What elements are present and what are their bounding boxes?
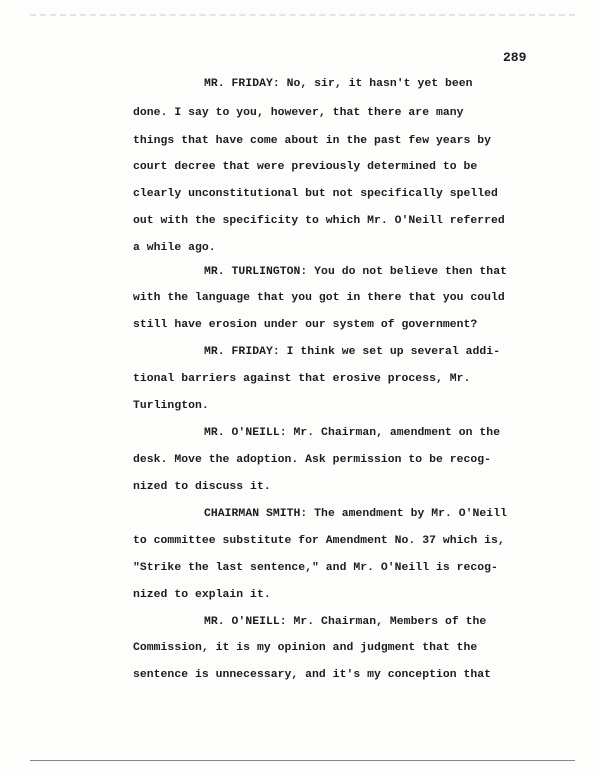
transcript-line: Turlington.	[133, 400, 209, 412]
transcript-line: out with the specificity to which Mr. O'Neill referred	[133, 215, 505, 227]
transcript-line: Commission, it is my opinion and judgment that the	[133, 642, 478, 654]
top-edge-rule	[30, 14, 575, 16]
transcript-line: still have erosion under our system of government?	[133, 319, 478, 331]
transcript-line: court decree that were previously determined to be	[133, 161, 478, 173]
transcript-line: MR. O'NEILL: Mr. Chairman, Members of the	[204, 616, 487, 628]
transcript-line: CHAIRMAN SMITH: The amendment by Mr. O'Neill	[204, 508, 507, 520]
transcript-line: nized to discuss it.	[133, 481, 271, 493]
transcript-line: with the language that you got in there that you could	[133, 292, 505, 304]
transcript-line: MR. FRIDAY: I think we set up several addi-	[204, 346, 501, 358]
transcript-line: nized to explain it.	[133, 589, 271, 601]
bottom-edge-rule	[30, 760, 575, 761]
transcript-line: to committee substitute for Amendment No. 37 which is,	[133, 535, 505, 547]
transcript-line: a while ago.	[133, 242, 216, 254]
transcript-line: MR. TURLINGTON: You do not believe then that	[204, 266, 507, 278]
transcript-line: MR. O'NEILL: Mr. Chairman, amendment on the	[204, 427, 501, 439]
transcript-line: desk. Move the adoption. Ask permission to be recog-	[133, 454, 492, 466]
transcript-line: done. I say to you, however, that there are many	[133, 107, 464, 119]
transcript-line: clearly unconstitutional but not specifically spelled	[133, 188, 498, 200]
transcript-line: MR. FRIDAY: No, sir, it hasn't yet been	[204, 78, 473, 90]
transcript-line: "Strike the last sentence," and Mr. O'Neill is recog-	[133, 562, 498, 574]
transcript-line: sentence is unnecessary, and it's my conception that	[133, 669, 492, 681]
transcript-line: tional barriers against that erosive process, Mr.	[133, 373, 471, 385]
page-number: 289	[503, 50, 527, 65]
transcript-line: things that have come about in the past few years by	[133, 135, 492, 147]
